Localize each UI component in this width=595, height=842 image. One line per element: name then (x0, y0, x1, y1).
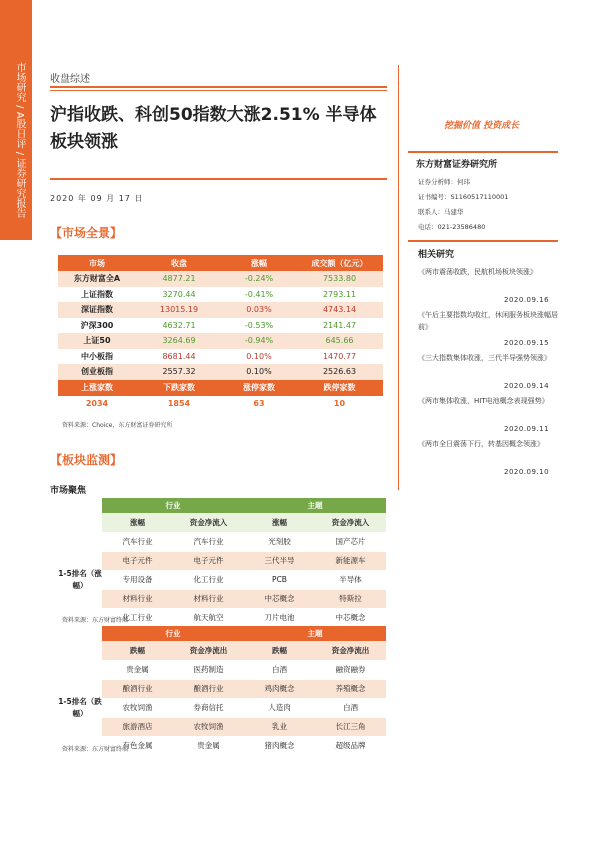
market-table (58, 255, 383, 411)
bracket-right: 】 (110, 226, 123, 240)
cell: 中芯概念 (315, 608, 386, 627)
table-row (58, 364, 383, 380)
market-heading (50, 224, 122, 241)
related-link[interactable]: 《午后主要指数均收红，休闲服务板块涨幅居前》 (418, 311, 558, 331)
sub-header: 涨幅 (244, 513, 315, 532)
cell: 融资融券 (315, 660, 386, 679)
table-row (58, 318, 383, 334)
bracket-left: 【 (50, 453, 63, 467)
decliners-source: 资料来源：东方财富终端 (62, 746, 129, 753)
group-industry: 行业 (102, 498, 244, 513)
rank-label: 1-5排名（涨幅） (58, 532, 102, 627)
sector-heading (50, 451, 122, 468)
sidebar-category: 市场研究 / A股日评 / 证券研究报告 (14, 62, 25, 219)
market-name: 上证指数 (81, 289, 113, 299)
header-rule (50, 86, 387, 88)
market-volume: 4743.14 (296, 302, 383, 318)
header-rule-thin (50, 90, 387, 91)
col-volume: 成交额（亿元） (296, 255, 383, 271)
column-divider (398, 65, 399, 490)
market-volume: 645.66 (296, 333, 383, 349)
related-date: 2020.09.15 (504, 339, 550, 347)
market-change: 0.10% (246, 351, 272, 361)
group-industry: 行业 (102, 626, 244, 641)
phone: 电话：021-23586480 (418, 223, 486, 231)
related-date: 2020.09.14 (504, 382, 550, 390)
rank-label: 1-5排名（跌幅） (58, 660, 102, 755)
cell: 人造肉 (244, 698, 315, 717)
cell: 酿酒行业 (102, 679, 173, 698)
sector-heading-text: 板块监测 (62, 453, 111, 467)
license: 证书编号：S1160517110001 (418, 193, 509, 201)
col-close: 收盘 (136, 255, 222, 271)
market-close: 4632.71 (162, 320, 196, 330)
market-name: 创业板指 (58, 364, 136, 380)
cell: 有色金属 (102, 736, 173, 755)
page-title: 沪指收跌、科创50指数大涨2.51% 半导体板块领涨 (50, 105, 377, 152)
related-link[interactable]: 《两市震荡收跌，民航机场板块领涨》 (418, 268, 537, 276)
table-row (58, 589, 386, 608)
table-row (58, 333, 383, 349)
market-volume: 2793.11 (322, 289, 357, 299)
report-date: 2020 年 09 月 17 日 (50, 194, 144, 203)
sub-header: 跌幅 (244, 641, 315, 660)
related-date: 2020.09.11 (504, 425, 550, 433)
cell: 乳业 (244, 717, 315, 736)
market-close: 3270.44 (162, 289, 196, 299)
sub-header: 资金净流入 (315, 513, 386, 532)
right-rule (408, 151, 558, 153)
market-name: 沪深300 (80, 320, 114, 330)
related-link[interactable]: 《两市全日震荡下行，转基因概念领涨》 (418, 440, 544, 448)
cell: 汽车行业 (173, 532, 244, 551)
cell: 白酒 (244, 660, 315, 679)
cell: 专用设备 (102, 570, 173, 589)
market-change: -0.53% (244, 320, 274, 330)
cell: 材料行业 (173, 589, 244, 608)
cell: 白酒 (315, 698, 386, 717)
market-change: -0.24% (222, 271, 296, 287)
table-row (58, 717, 386, 736)
related-link[interactable]: 《三大指数集体收涨，三代半导强势领涨》 (418, 354, 551, 362)
table-row (58, 551, 386, 570)
limit-down-value: 10 (296, 396, 383, 412)
table-row (58, 302, 383, 318)
cell: 新能源车 (315, 551, 386, 570)
institute-name: 东方财富证券研究所 (416, 160, 498, 170)
related-title: 相关研究 (418, 250, 455, 260)
focus-title: 市场聚焦 (50, 486, 87, 496)
market-name: 深证指数 (58, 302, 136, 318)
cell: 光刻胶 (244, 532, 315, 551)
market-close: 8681.44 (162, 351, 196, 361)
market-close: 2557.32 (136, 364, 222, 380)
cell: 猪肉概念 (244, 736, 315, 755)
market-name: 东方财富全A (58, 271, 136, 287)
market-volume: 2526.63 (296, 364, 383, 380)
sub-header: 资金净流出 (173, 641, 244, 660)
market-change: -0.94% (222, 333, 296, 349)
sub-header: 资金净流入 (173, 513, 244, 532)
related-date: 2020.09.16 (504, 296, 550, 304)
table-row (58, 660, 386, 679)
col-decliners: 下跌家数 (136, 380, 222, 396)
cell: 化工行业 (173, 570, 244, 589)
gainers-table (58, 498, 386, 628)
cell: 汽车行业 (102, 532, 173, 551)
cell: 鸡肉概念 (244, 679, 315, 698)
breadth-value-row (58, 396, 383, 412)
market-change: -0.41% (244, 289, 274, 299)
market-heading-text: 市场全景 (62, 226, 111, 240)
cell: PCB (244, 570, 315, 589)
advancers-value: 2034 (58, 396, 136, 412)
cell: 航天航空 (173, 608, 244, 627)
cell: 特斯拉 (315, 589, 386, 608)
bracket-left: 【 (50, 226, 63, 240)
cell: 材料行业 (102, 589, 173, 608)
market-name: 上证50 (58, 333, 136, 349)
col-limit-down: 跌停家数 (296, 380, 383, 396)
cell: 长江三角 (315, 717, 386, 736)
table-row (58, 532, 386, 551)
right-rule (408, 240, 558, 242)
market-close: 13015.19 (136, 302, 222, 318)
related-date: 2020.09.10 (504, 468, 550, 476)
market-volume: 2141.47 (322, 320, 357, 330)
contact: 联系人：马建华 (418, 208, 464, 216)
col-limit-up: 涨停家数 (222, 380, 296, 396)
decliners-value: 1854 (136, 396, 222, 412)
slogan: 挖掘价值 投资成长 (444, 121, 520, 131)
group-theme: 主题 (244, 626, 386, 641)
table-row (58, 570, 386, 589)
sub-header: 资金净流出 (315, 641, 386, 660)
section-label: 收盘综述 (50, 74, 90, 85)
cell: 国产芯片 (315, 532, 386, 551)
decliners-table (58, 626, 386, 756)
cell: 半导体 (315, 570, 386, 589)
cell: 农牧饲渔 (173, 717, 244, 736)
cell: 三代半导 (244, 551, 315, 570)
col-market: 市场 (58, 255, 136, 271)
cell: 电子元件 (102, 551, 173, 570)
breadth-header-row (58, 380, 383, 396)
cell: 农牧饲渔 (102, 698, 173, 717)
cell: 电子元件 (173, 551, 244, 570)
market-close: 4877.21 (136, 271, 222, 287)
market-close: 3264.69 (136, 333, 222, 349)
cell: 酿酒行业 (173, 679, 244, 698)
market-source: 资料来源：Choice，东方财富证券研究所 (62, 422, 173, 429)
limit-up-value: 63 (222, 396, 296, 412)
market-name: 中小板指 (81, 351, 113, 361)
col-advancers: 上涨家数 (58, 380, 136, 396)
cell: 养殖概念 (315, 679, 386, 698)
cell: 贵金属 (173, 736, 244, 755)
bracket-right: 】 (110, 453, 123, 467)
analyst: 证券分析师：何玮 (418, 178, 470, 186)
market-volume: 1470.77 (322, 351, 357, 361)
table-row (58, 698, 386, 717)
cell: 中芯概念 (244, 589, 315, 608)
table-row (58, 679, 386, 698)
cell: 旅游酒店 (102, 717, 173, 736)
cell: 化工行业 (102, 608, 173, 627)
cell: 券商信托 (173, 698, 244, 717)
cell: 贵金属 (102, 660, 173, 679)
sub-header: 跌幅 (102, 641, 173, 660)
market-volume: 7533.80 (296, 271, 383, 287)
sub-header: 涨幅 (102, 513, 173, 532)
cell: 医药制造 (173, 660, 244, 679)
table-row (58, 271, 383, 287)
title-rule (50, 178, 387, 180)
market-change: 0.03% (222, 302, 296, 318)
gainers-source: 资料来源：东方财富终端 (62, 617, 129, 624)
group-theme: 主题 (244, 498, 386, 513)
cell: 超级品牌 (315, 736, 386, 755)
related-link[interactable]: 《两市集体收涨，HIT电池概念表现强势》 (418, 397, 549, 405)
market-change: 0.10% (222, 364, 296, 380)
table-row (58, 287, 383, 303)
cell: 刀片电池 (244, 608, 315, 627)
table-row (58, 349, 383, 365)
col-change: 涨幅 (222, 255, 296, 271)
